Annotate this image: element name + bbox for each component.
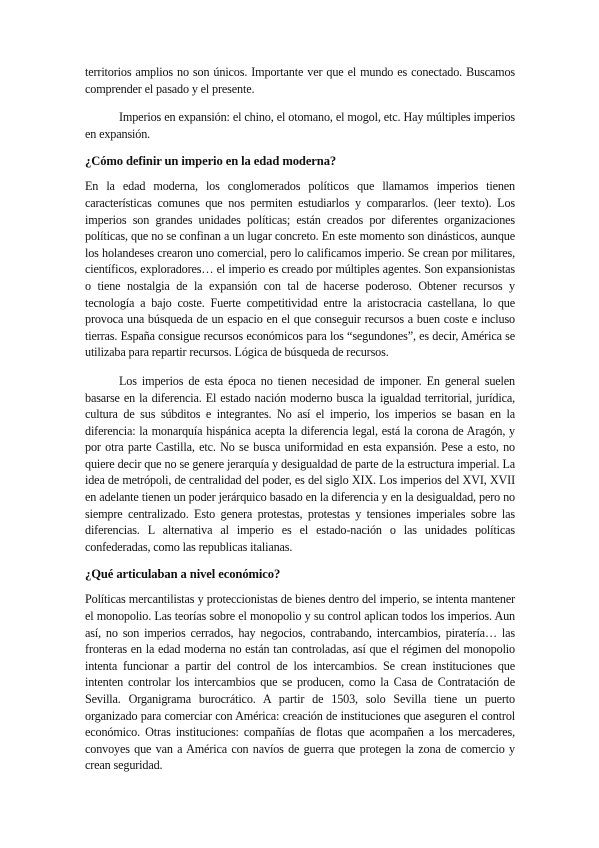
paragraph-expansion: Imperios en expansión: el chino, el otomano, el mogol, etc. Hay múltiples imperios en expansión. [85, 110, 515, 141]
document-body [85, 64, 515, 774]
heading-nivel-economico: ¿Qué articulaban a nivel económico? [85, 567, 281, 582]
paragraph-section1-a: En la edad moderna, los conglomerados políticos que llamamos imperios tienen características comunes que nos permiten estudiarlos y compararlos. (leer texto). Los imperios son grandes unidades políticas; están creados por diferentes organizaciones políticas, que no se confinan a un lugar concreto. En este momento son dinásticos, aunque los holandeses crearon uno comercial, pero lo calificamos imperio. Se crean por militares, científicos, exploradores… el imperio es creado por múltiples agentes. Son expansionistas o tiene nostalgia de la expansión con tal de hacerse poderoso. Obtener recursos y tecnología a bajo coste. Fuerte competitividad entre la aristocracia castellana, lo que provoca una búsqueda de un espacio en el que conseguir recursos a buen coste e incluso tierras. España consigue recursos económicos para los “segundones”, es decir, América se utilizaba para repartir recursos. Lógica de búsqueda de recursos. [85, 179, 515, 360]
paragraph-section2: Políticas mercantilistas y proteccionistas de bienes dentro del imperio, se intenta mantener el monopolio. Las teorías sobre el monopolio y su control aplican todos los imperios. Aun así, no son imperios cerrados, hay negocios, contrabando, intercambios, piratería… las fronteras en la edad moderna no están tan controladas, así que el régimen del monopolio intenta funcionar a partir del control de los intercambios. Se crean instituciones que intenten controlar los intercambios que se producen, como la Casa de Contratación de Sevilla. Organigrama burocrático. A partir de 1503, solo Sevilla tiene un puerto organizado para comerciar con América: creación de instituciones que aseguren el control económico. Otras instituciones: compañías de flotas que acompañen a los mercaderes, convoyes que van a América con navíos de guerra que protegen la zona de comercio y crean seguridad. [85, 592, 515, 773]
paragraph-continuation: territorios amplios no son únicos. Importante ver que el mundo es conectado. Buscamos comprender el pasado y el presente. [85, 65, 515, 96]
paragraph-section1-b: Los imperios de esta época no tienen necesidad de imponer. En general suelen basarse en la diferencia. El estado nación moderno busca la igualdad territorial, jurídica, cultura de sus súbditos e integrantes. No así el imperio, los imperios se basan en la diferencia: la monarquía hispánica acepta la diferencia legal, está la corona de Aragón, y por otra parte Castilla, etc. No se busca uniformidad en esta expansión. Pese a esto, no quiere decir que no se genere jerarquía y desigualdad de parte de la estructura imperial. La idea de metrópoli, de centralidad del poder, es del siglo XIX. Los imperios del XVI, XVII en adelante tienen un poder jerárquico basado en la diferencia y en la desigualdad, pero no siempre centralizado. Esto genera protestas, protestas y tensiones imperiales sobre las diferencias. L alternativa al imperio es el estado-nación o las unidades políticas confederadas, como las republicas italianas. [85, 373, 515, 554]
heading-definir-imperio: ¿Cómo definir un imperio en la edad moderna? [85, 154, 337, 169]
